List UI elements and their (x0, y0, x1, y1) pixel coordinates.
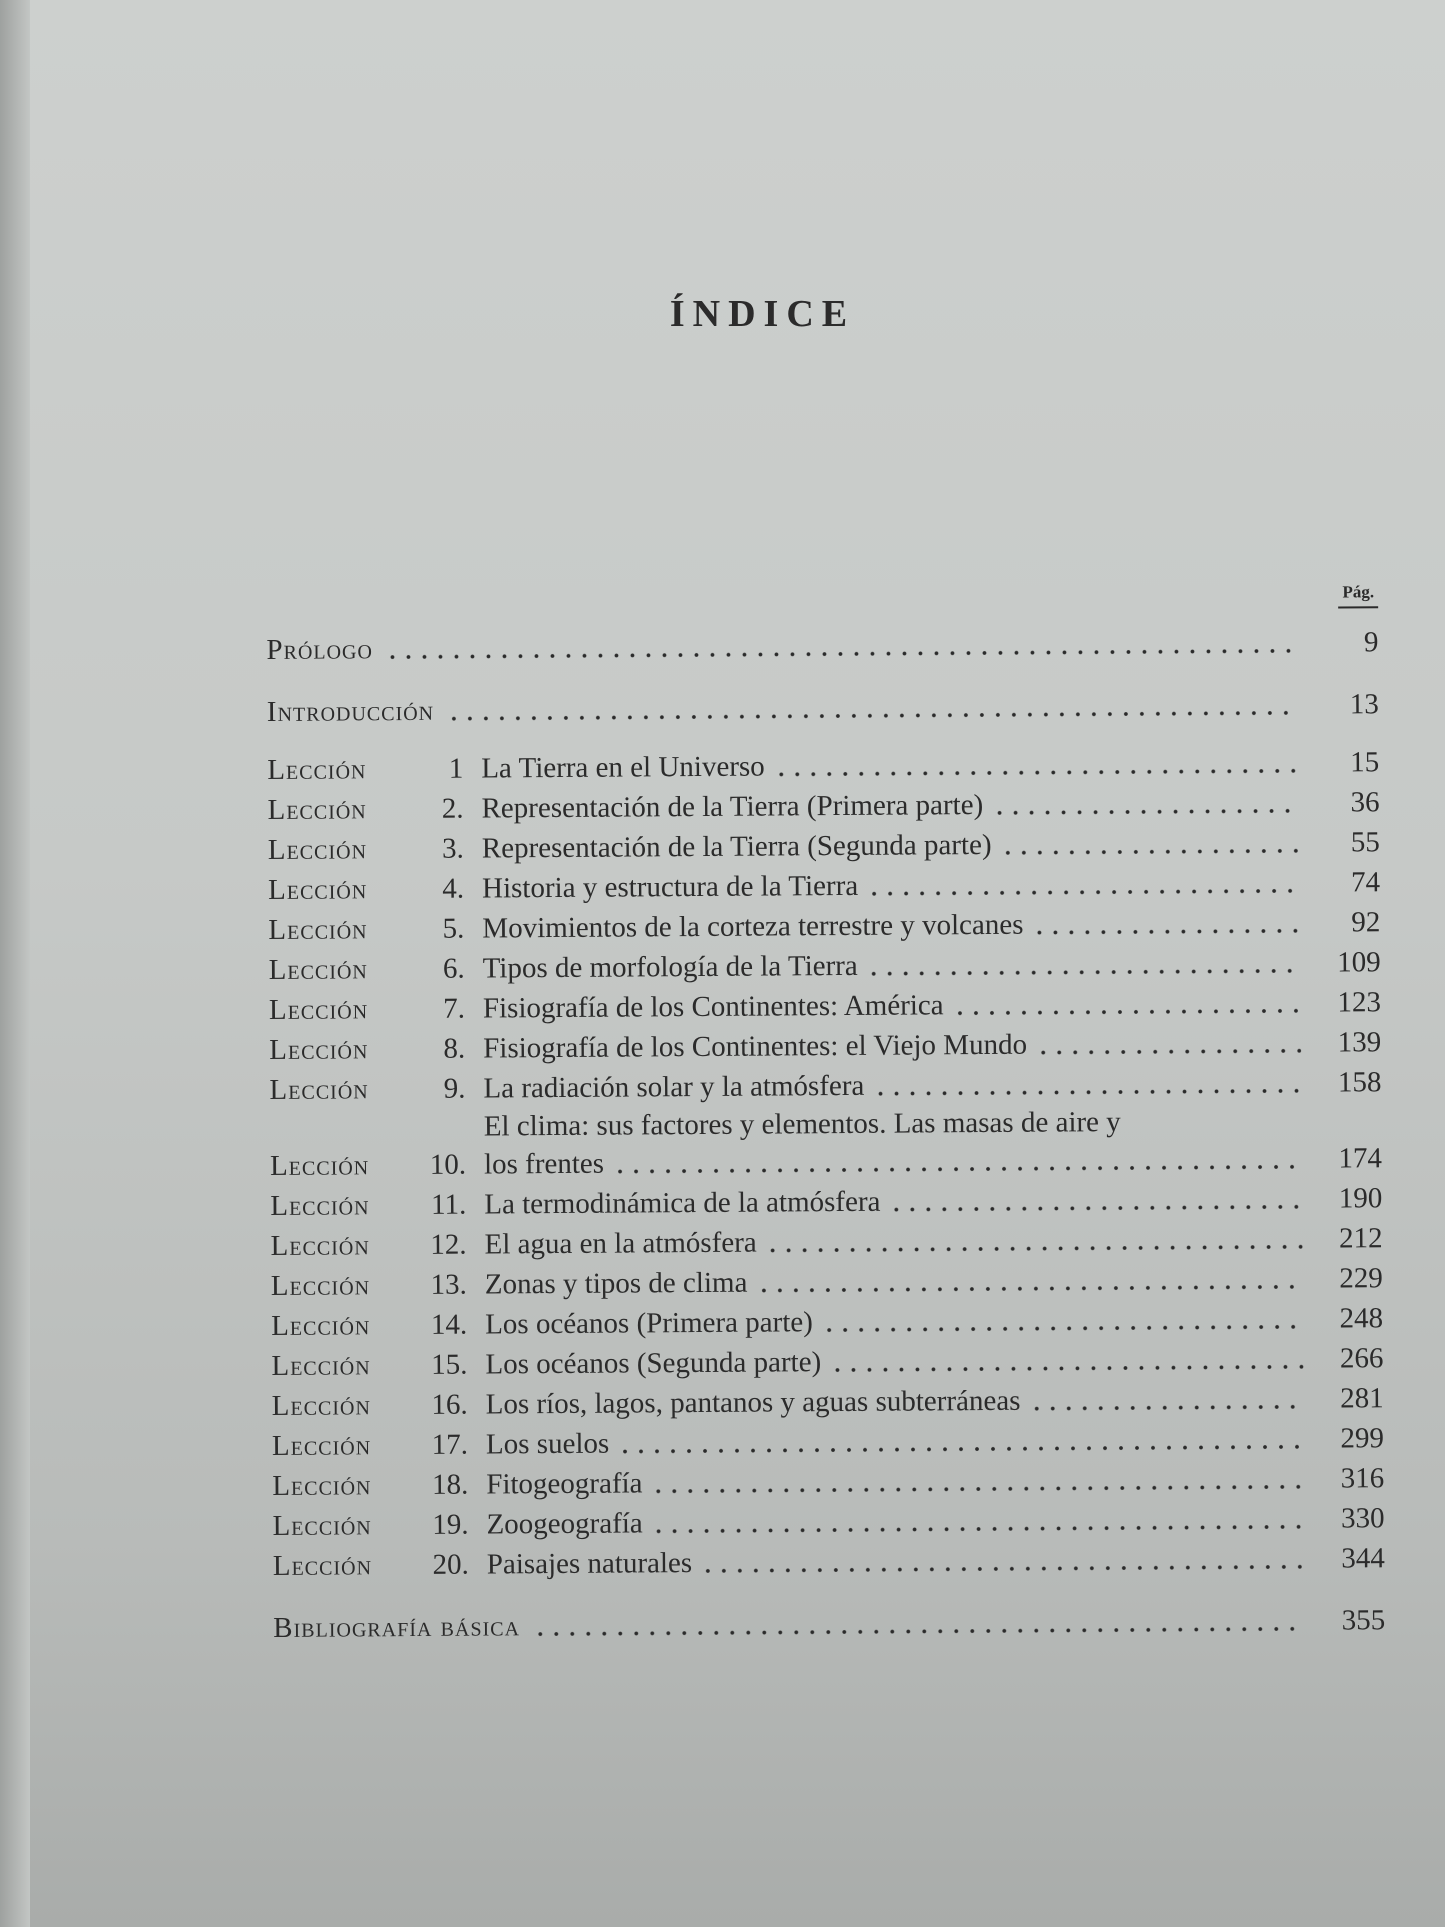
lesson-label: Lección (271, 1429, 372, 1462)
leader-dots (829, 1365, 1303, 1372)
lesson-number: 4. (442, 872, 465, 905)
lesson-title: El clima: sus factores y elementos. Las masas de aire y (483, 1106, 1121, 1143)
lesson-page: 123 (1337, 986, 1382, 1019)
lesson-page: 139 (1337, 1026, 1382, 1059)
leader-dots (872, 1089, 1301, 1096)
page-column-header: Pág. (1338, 582, 1378, 608)
entry-page: 355 (1341, 1604, 1386, 1637)
lesson-page: 266 (1339, 1342, 1384, 1375)
leader-dots (991, 809, 1299, 815)
lesson-number: 18. (431, 1468, 469, 1501)
lesson-title: Tipos de morfología de la Tierra (482, 949, 858, 985)
lesson-label: Lección (269, 1033, 369, 1066)
lesson-title: Movimientos de la corteza terrestre y volcanes (482, 908, 1024, 945)
lesson-label: Lección (272, 1469, 372, 1502)
leader-dots (765, 1245, 1303, 1253)
lesson-label: Lección (269, 1149, 370, 1182)
lesson-title: Zoogeografía (486, 1507, 643, 1541)
lesson-number: 14. (430, 1308, 468, 1341)
lesson-number: 17. (431, 1428, 469, 1461)
lesson-number: 10. (429, 1148, 467, 1181)
lesson-page: 109 (1337, 946, 1381, 979)
lesson-title: Paisajes naturales (486, 1547, 693, 1581)
lesson-number: 16. (431, 1388, 468, 1421)
entry-page: 9 (1363, 626, 1379, 659)
lesson-label: Lección (270, 1269, 371, 1302)
leader-dots (385, 649, 1299, 659)
entry-page: 13 (1349, 688, 1379, 721)
page-title: ÍNDICE (669, 293, 856, 335)
toc-entry-lesson (270, 1102, 1383, 1186)
lesson-page: 316 (1340, 1462, 1385, 1495)
lesson-number: 9. (443, 1072, 466, 1105)
lesson-number: 20. (432, 1548, 469, 1581)
lesson-page: 299 (1340, 1422, 1385, 1455)
lesson-label: Lección (267, 793, 367, 826)
lesson-title: La termodinámica de la atmósfera (484, 1185, 881, 1221)
lesson-label: Lección (270, 1189, 370, 1222)
lesson-title: La Tierra en el Universo (481, 750, 765, 785)
leader-dots (773, 769, 1300, 777)
leader-dots (866, 969, 1301, 976)
lesson-label: Lección (268, 913, 368, 946)
lesson-number: 13. (430, 1268, 467, 1301)
lesson-title: Representación de la Tierra (Segunda parte) (481, 828, 992, 865)
lesson-title: Los océanos (Segunda parte) (485, 1346, 822, 1381)
lesson-number: 8. (443, 1032, 466, 1065)
lesson-number: 6. (442, 952, 465, 985)
leader-dots (1032, 929, 1301, 935)
lesson-label: Lección (271, 1349, 371, 1382)
lesson-label: Lección (267, 753, 367, 786)
lesson-number: 2. (441, 792, 464, 825)
leader-dots (888, 1205, 1302, 1212)
lesson-title: Zonas y tipos de clima (484, 1266, 748, 1301)
lesson-title: Los ríos, lagos, pantanos y aguas subterráneas (485, 1384, 1021, 1421)
leader-dots (612, 1165, 1302, 1174)
leader-dots (1000, 849, 1300, 855)
lesson-title: Fisiografía de los Continentes: el Viejo Mundo (483, 1028, 1028, 1065)
lesson-page: 190 (1338, 1182, 1383, 1215)
lesson-page: 36 (1350, 786, 1380, 819)
lesson-number: 19. (432, 1508, 469, 1541)
lesson-title: Fitogeografía (486, 1467, 643, 1501)
lesson-page: 174 (1338, 1142, 1383, 1175)
leader-dots (1035, 1049, 1301, 1055)
leader-dots (700, 1565, 1305, 1573)
lesson-title: La radiación solar y la atmósfera (483, 1069, 865, 1105)
toc-entry-introduccion (267, 684, 1379, 732)
table-of-contents (266, 582, 1385, 1648)
leader-dots (532, 1627, 1305, 1636)
lesson-label: Lección (271, 1309, 371, 1342)
lesson-label: Lección (268, 953, 368, 986)
entry-label: Introducción (266, 694, 435, 728)
lesson-label: Lección (272, 1509, 372, 1542)
lesson-number: 1 (448, 752, 464, 785)
lesson-page: 158 (1337, 1066, 1382, 1099)
entry-label: Prólogo (266, 633, 373, 666)
lesson-number: 7. (443, 992, 466, 1025)
lesson-page: 92 (1351, 906, 1381, 939)
lesson-number: 3. (441, 832, 464, 865)
lesson-title: Historia y estructura de la Tierra (481, 869, 859, 905)
lesson-title: Representación de la Tierra (Primera parte) (481, 788, 984, 825)
lesson-label: Lección (270, 1229, 370, 1262)
page-edge (0, 0, 30, 1927)
lesson-label: Lección (272, 1549, 373, 1582)
lesson-title: El agua en la atmósfera (484, 1226, 757, 1261)
lesson-number: 15. (431, 1348, 468, 1381)
leader-dots (755, 1285, 1302, 1293)
lesson-page: 330 (1340, 1502, 1385, 1535)
toc-entry-lesson (273, 1538, 1385, 1586)
lesson-page: 74 (1350, 866, 1381, 899)
leader-dots (866, 889, 1300, 896)
lesson-label: Lección (267, 833, 368, 866)
entry-label: Bibliografía básica (273, 1610, 521, 1644)
lesson-title: Los suelos (485, 1427, 610, 1461)
lesson-page: 281 (1340, 1382, 1384, 1415)
leader-dots (1028, 1405, 1303, 1411)
leader-dots (952, 1009, 1301, 1015)
lesson-title: Fisiografía de los Continentes: América (482, 989, 944, 1025)
leader-dots (651, 1485, 1305, 1494)
lesson-page: 15 (1350, 746, 1380, 779)
lesson-number: 5. (442, 912, 465, 945)
lesson-label: Lección (267, 873, 368, 906)
lesson-number: 12. (430, 1228, 467, 1261)
lesson-number: 11. (430, 1188, 467, 1221)
lesson-page: 212 (1338, 1222, 1383, 1255)
lesson-label: Lección (271, 1389, 371, 1422)
lesson-page: 55 (1350, 826, 1380, 859)
lesson-page: 248 (1339, 1302, 1384, 1335)
leader-dots (651, 1525, 1305, 1534)
lesson-title-cont: los frentes (483, 1147, 605, 1181)
lesson-page: 229 (1339, 1262, 1383, 1295)
lesson-label: Lección (269, 1073, 369, 1106)
toc-entry-bibliografia (273, 1600, 1385, 1648)
leader-dots (617, 1445, 1304, 1454)
leader-dots (446, 711, 1299, 721)
lesson-title: Los océanos (Primera parte) (485, 1306, 813, 1341)
toc-entry-prologo (266, 622, 1378, 670)
lesson-label: Lección (268, 993, 369, 1026)
lesson-page: 344 (1341, 1542, 1385, 1575)
leader-dots (821, 1325, 1303, 1332)
